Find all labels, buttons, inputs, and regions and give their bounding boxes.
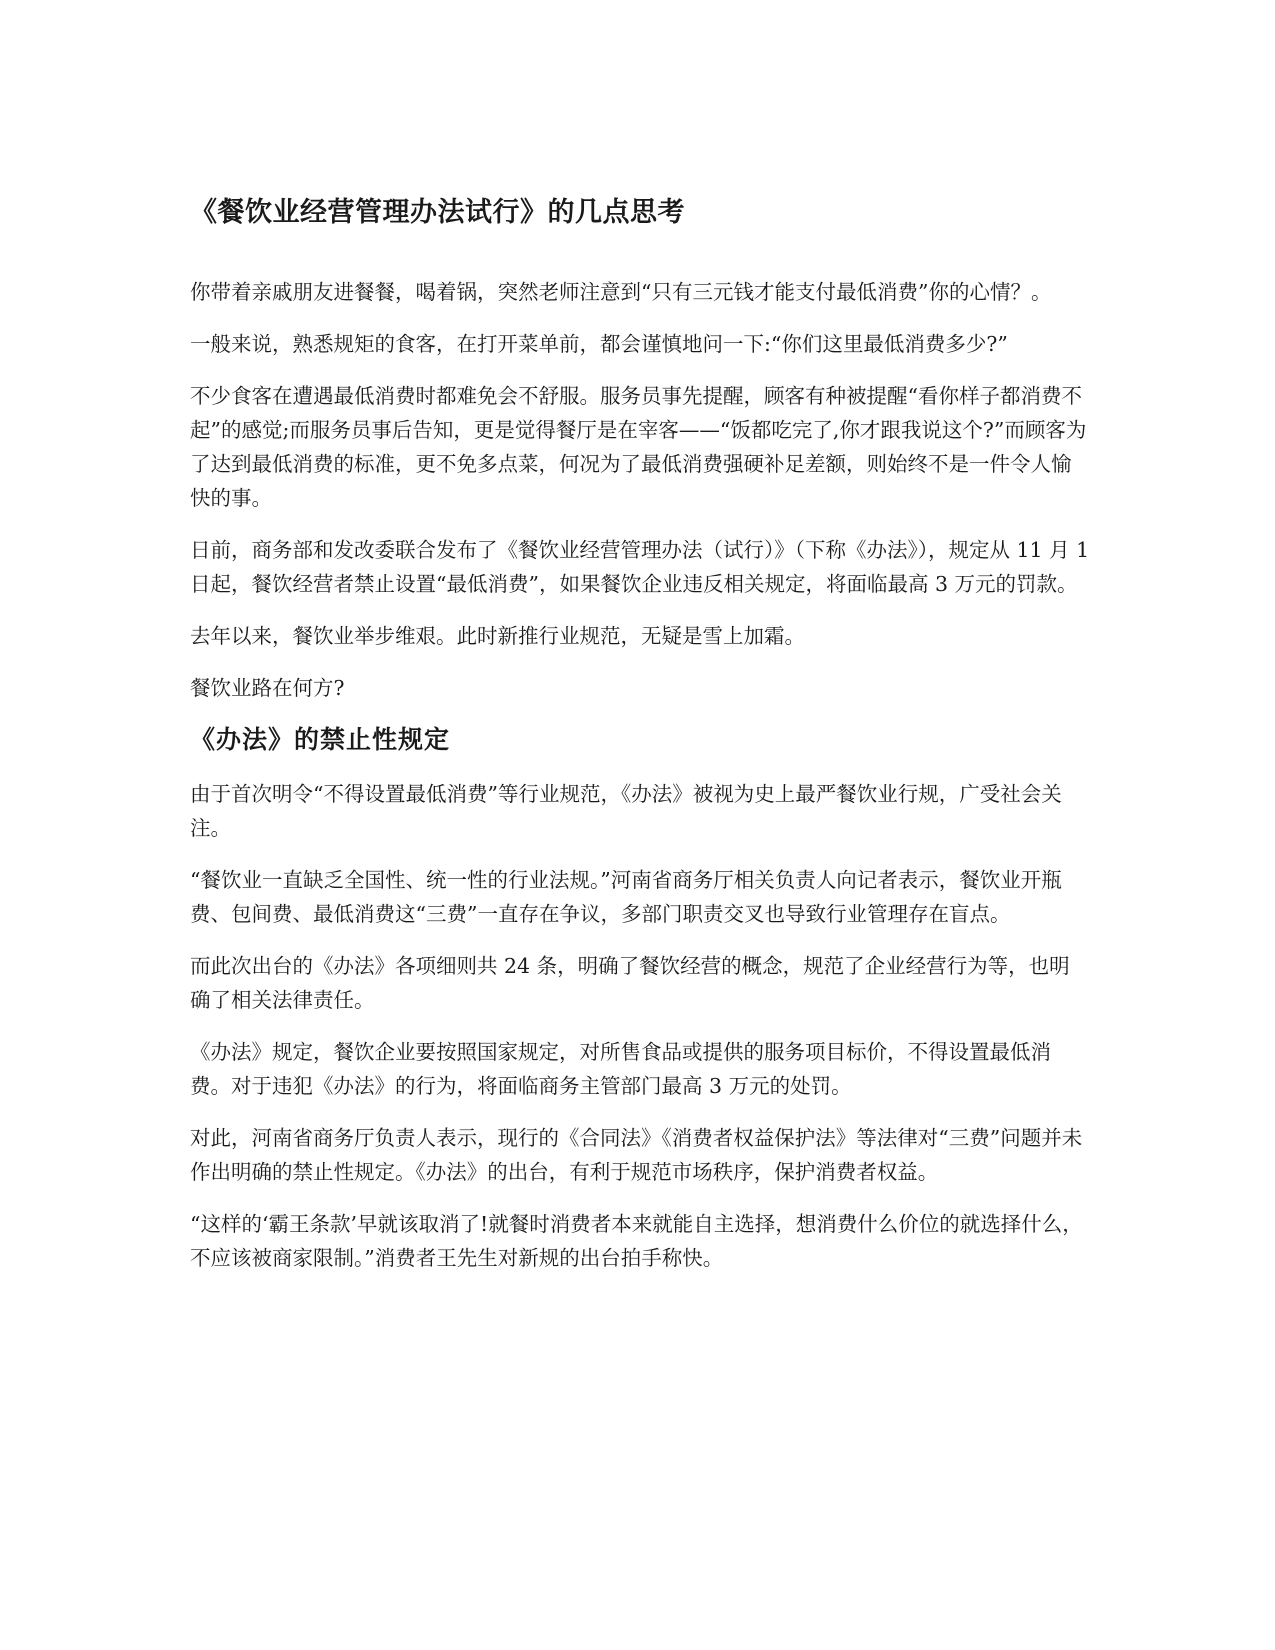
- section-paragraph: 对此，河南省商务厅负责人表示，现行的《合同法》《消费者权益保护法》等法律对“三费”问题并未作出明确的禁止性规定。《办法》的出台，有利于规范市场秩序，保护消费者权益。: [190, 1126, 1083, 1184]
- section-heading: 《办法》的禁止性规定: [190, 725, 451, 754]
- intro-paragraph: 日前，商务部和发改委联合发布了《餐饮业经营管理办法（试行）》（下称《办法》），规定从 11 月 1 日起，餐饮经营者禁止设置“最低消费”，如果餐饮企业违反相关规定，将面临最高 3 万元的罚款。: [190, 538, 1090, 596]
- intro-paragraph: 不少食客在遭遇最低消费时都难免会不舒服。服务员事先提醒，顾客有种被提醒“看你样子都消费不起”的感觉;而服务员事后告知，更是觉得餐厅是在宰客——“饭都吃完了,你才跟我说这个?”而顾客为了达到最低消费的标准，更不免多点菜，何况为了最低消费强硬补足差额，则始终不是一件令人愉快的事。: [190, 384, 1087, 510]
- document-page: [190, 195, 1090, 1293]
- document-title: 《餐饮业经营管理办法试行》的几点思考: [190, 197, 685, 228]
- section-paragraph: 由于首次明令“不得设置最低消费”等行业规范，《办法》被视为史上最严餐饮业行规，广受社会关注。: [190, 782, 1062, 840]
- intro-paragraph: 餐饮业路在何方?: [190, 676, 345, 700]
- section-paragraph: “这样的‘霸王条款’早就该取消了!就餐时消费者本来就能自主选择，想消费什么价位的就选择什么，不应该被商家限制。”消费者王先生对新规的出台拍手称快。: [190, 1212, 1083, 1270]
- intro-paragraph: 你带着亲戚朋友进餐餐，喝着锅，突然老师注意到“只有三元钱才能支付最低消费”你的心情？。: [190, 280, 1052, 304]
- intro-paragraph: 一般来说，熟悉规矩的食客，在打开菜单前，都会谨慎地问一下:“你们这里最低消费多少?”: [190, 332, 1008, 356]
- section-paragraph: 《办法》规定，餐饮企业要按照国家规定，对所售食品或提供的服务项目标价，不得设置最低消费。对于违犯《办法》的行为，将面临商务主管部门最高 3 万元的处罚。: [190, 1040, 1051, 1098]
- section-paragraph: “餐饮业一直缺乏全国性、统一性的行业法规。”河南省商务厅相关负责人向记者表示，餐饮业开瓶费、包间费、最低消费这“三费”一直存在争议，多部门职责交叉也导致行业管理存在盲点。: [190, 868, 1062, 926]
- intro-paragraph: 去年以来，餐饮业举步维艰。此时新推行业规范，无疑是雪上加霜。: [190, 624, 805, 648]
- section-paragraph: 而此次出台的《办法》各项细则共 24 条，明确了餐饮经营的概念，规范了企业经营行为等，也明确了相关法律责任。: [190, 954, 1070, 1012]
